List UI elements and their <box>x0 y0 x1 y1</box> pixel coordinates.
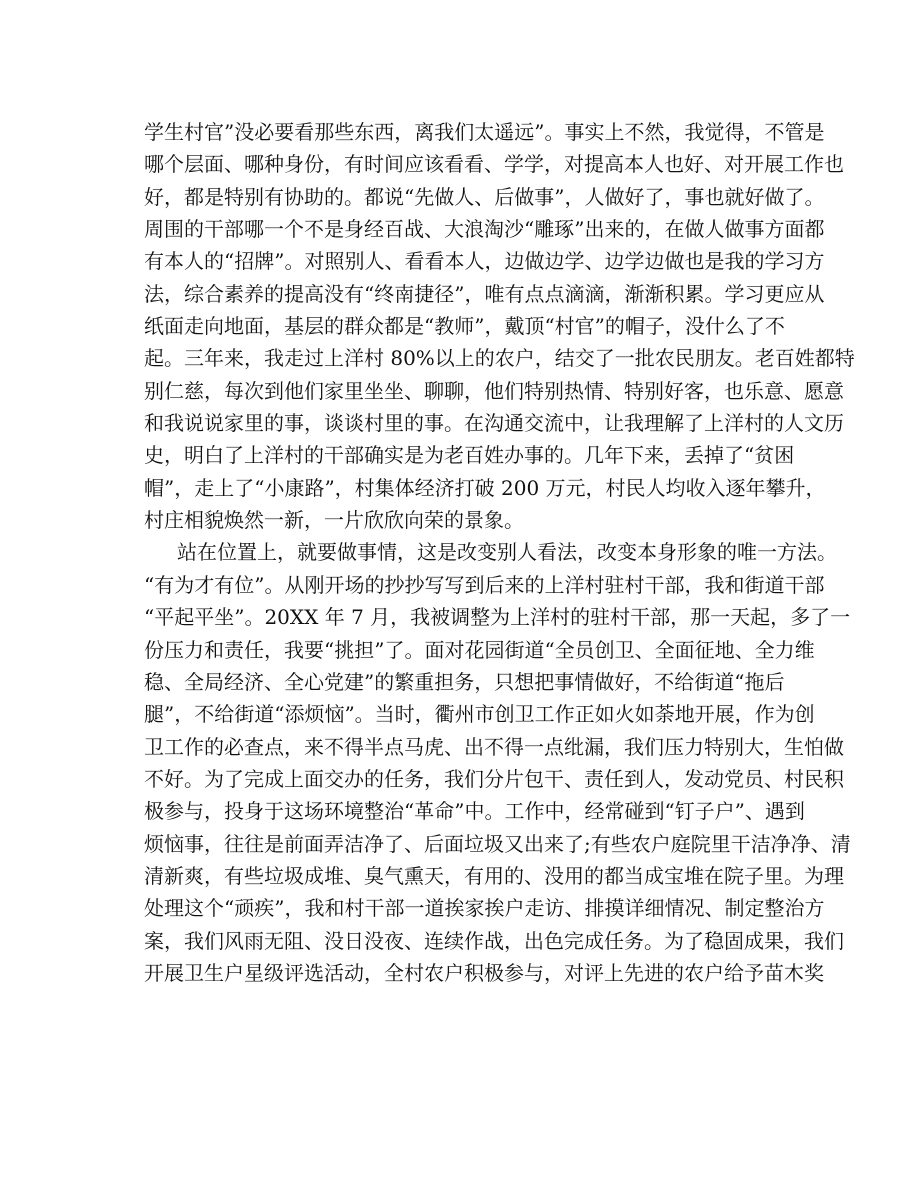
document-body <box>144 116 855 989</box>
text-line: 清新爽，有些垃圾成堆、臭气熏天，有用的、没用的都当成宝堆在院子里。为理 <box>144 863 844 888</box>
text-line: 别仁慈，每次到他们家里坐坐、聊聊，他们特别热情、特别好客，也乐意、愿意 <box>144 378 844 403</box>
text-line: 起。三年来，我走过上洋村 80%以上的农户，结交了一批农民朋友。老百姓都特 <box>144 346 855 371</box>
text-line: 帽”，走上了“小康路”，村集体经济打破 200 万元，村民人均收入逐年攀升， <box>144 475 826 500</box>
text-line: 稳、全局经济、全心党建”的繁重担务，只想把事情做好，不给街道“拖后 <box>144 669 785 694</box>
text-line: “平起平坐”。20XX 年 7 月，我被调整为上洋村的驻村干部，那一天起，多了一 <box>144 605 851 630</box>
paragraph-2 <box>144 536 851 989</box>
paragraph-1 <box>144 116 855 536</box>
text-line: 周围的干部哪一个不是身经百战、大浪淘沙“雕琢”出来的，在做人做事方面都 <box>144 217 825 242</box>
text-line: 村庄相貌焕然一新，一片欣欣向荣的景象。 <box>144 508 524 533</box>
text-line: 烦恼事，往往是前面弄洁净了、后面垃圾又出来了;有些农户庭院里干洁净净、清 <box>144 831 851 856</box>
text-line: 有本人的“招牌”。对照别人、看看本人，边做边学、边学边做也是我的学习方 <box>144 249 825 274</box>
text-line: 哪个层面、哪种身份，有时间应该看看、学学，对提高本人也好、对开展工作也 <box>144 152 844 177</box>
text-line: 开展卫生户星级评选活动，全村农户积极参与，对评上先进的农户给予苗木奖 <box>144 960 824 985</box>
text-line: 纸面走向地面，基层的群众都是“教师”，戴顶“村官”的帽子，没什么了不 <box>144 314 785 339</box>
text-line: 处理这个“顽疾”，我和村干部一道挨家挨户走访、排摸详细情况、制定整治方 <box>144 896 825 921</box>
text-line: 卫工作的必查点，来不得半点马虎、出不得一点纰漏，我们压力特别大，生怕做 <box>144 734 844 759</box>
text-line: 好，都是特别有协助的。都说“先做人、后做事”，人做好了，事也就好做了。 <box>144 184 825 209</box>
text-line: “有为才有位”。从刚开场的抄抄写写到后来的上洋村驻村干部，我和街道干部 <box>144 572 825 597</box>
text-line: 学生村官”没必要看那些东西，离我们太遥远”。事实上不然，我觉得，不管是 <box>144 120 825 144</box>
text-line: 不好。为了完成上面交办的任务，我们分片包干、责任到人，发动党员、村民积 <box>144 766 844 791</box>
text-line: 份压力和责任，我要“挑担”了。面对花园街道“全员创卫、全面征地、全力维 <box>144 637 815 662</box>
text-line: 史，明白了上洋村的干部确实是为老百姓办事的。几年下来，丢掉了“贫困 <box>144 443 795 468</box>
text-line: 站在位置上，就要做事情，这是改变别人看法，改变本身形象的唯一方法。 <box>177 540 837 565</box>
text-line: 腿”，不给街道“添烦恼”。当时，衢州市创卫工作正如火如荼地开展，作为创 <box>144 702 815 727</box>
text-line: 案，我们风雨无阻、没日没夜、连续作战，出色完成任务。为了稳固成果，我们 <box>144 928 844 953</box>
text-line: 极参与，投身于这场环境整治“革命”中。工作中，经常碰到“钉子户”、遇到 <box>144 799 805 824</box>
text-line: 法，综合素养的提高没有“终南捷径”，唯有点点滴滴，渐渐积累。学习更应从 <box>144 281 825 306</box>
text-line: 和我说说家里的事，谈谈村里的事。在沟通交流中，让我理解了上洋村的人文历 <box>144 411 844 436</box>
